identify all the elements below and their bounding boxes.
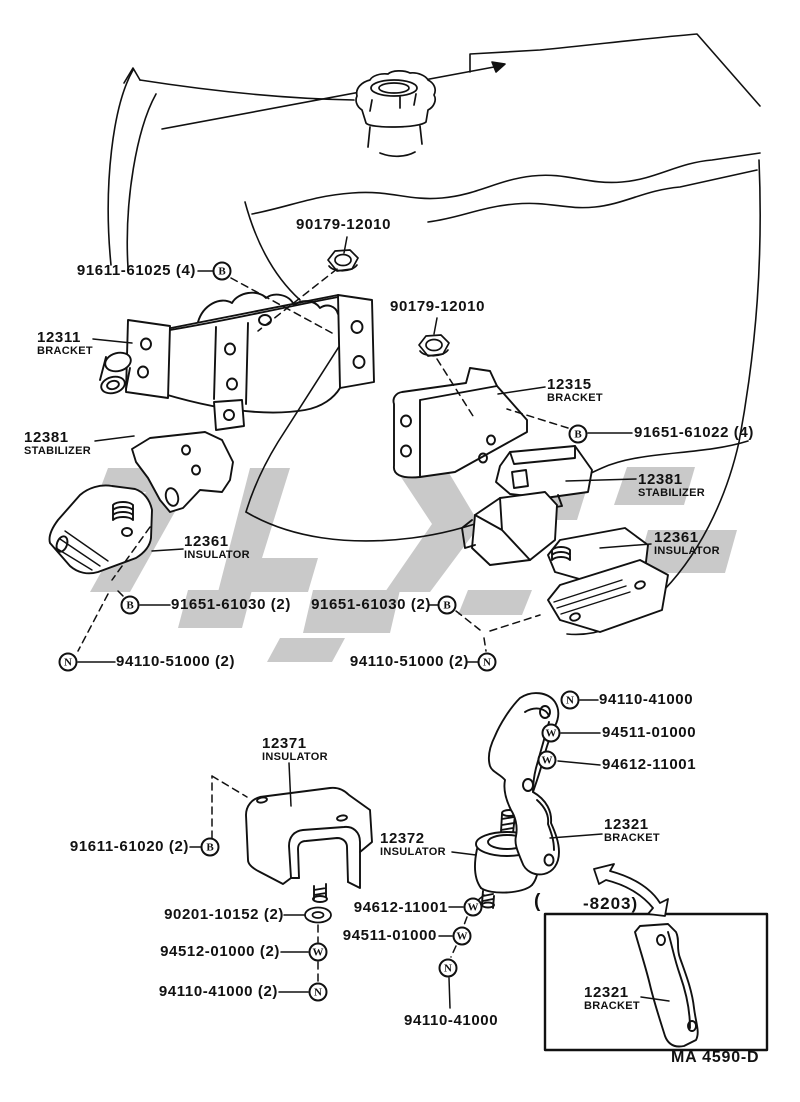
part-label-12371 — [262, 735, 328, 763]
nut-90179-lower — [419, 335, 449, 356]
part-label-12381-left — [24, 429, 91, 457]
fastener-marker-N: N — [561, 691, 580, 710]
part-label-12361-right — [654, 529, 720, 557]
part-type: INSULATOR — [380, 846, 446, 858]
part-number: 12372 — [380, 830, 425, 847]
part-label-91651-61022 — [634, 424, 754, 441]
part-label-94110-41000-right — [599, 691, 693, 708]
part-label-91651-61030-right — [311, 596, 431, 613]
part-type: INSULATOR — [184, 549, 250, 561]
part-type: BRACKET — [37, 345, 93, 357]
fastener-marker-N: N — [309, 983, 328, 1002]
part-number: 12361 — [654, 529, 699, 546]
fastener-marker-B: B — [438, 596, 457, 615]
washer-icon — [305, 908, 331, 923]
part-number: 91611-61020 (2) — [69, 838, 189, 855]
part-type: INSULATOR — [262, 751, 328, 763]
part-label-12372 — [380, 830, 446, 858]
part-number: 91651-61030 (2) — [171, 596, 291, 613]
fastener-marker-B: B — [213, 262, 232, 281]
part-number: 94512-01000 (2) — [160, 943, 280, 960]
part-label-94110-41000-left — [159, 983, 278, 1000]
part-label-91611-61020 — [70, 838, 189, 855]
fastener-marker-N: N — [439, 959, 458, 978]
inset-range-paren: ( — [534, 891, 541, 912]
part-label-12315 — [547, 376, 603, 404]
inset-range-note: -8203) — [583, 894, 639, 913]
part-type: STABILIZER — [24, 445, 91, 457]
part-type: BRACKET — [584, 1000, 640, 1012]
part-number: 12321 — [604, 816, 649, 833]
part-label-91651-61030-left — [171, 596, 291, 613]
fastener-marker-N: N — [59, 653, 78, 672]
fastener-marker-B: B — [569, 425, 588, 444]
part-number: 12311 — [37, 329, 81, 346]
mount-channel-right-drawing — [462, 492, 557, 565]
part-label-94612-11001-center — [354, 899, 448, 916]
fastener-marker-N: N — [478, 653, 497, 672]
part-label-94110-51000-right — [350, 653, 469, 670]
bracket-12311-drawing — [99, 293, 374, 430]
part-number: 12381 — [638, 471, 683, 488]
part-number: 94110-41000 — [599, 691, 694, 708]
fastener-marker-W: W — [538, 751, 557, 770]
inset-bracket-12321-drawing — [635, 924, 698, 1047]
part-number: 94110-41000 (2) — [158, 983, 278, 1000]
part-number: 12315 — [547, 376, 592, 393]
part-number: 91651-61030 (2) — [311, 596, 431, 613]
part-label-12321 — [604, 816, 660, 844]
part-label-90201-10152 — [164, 906, 284, 923]
part-number: 94612-11001 — [353, 899, 448, 916]
part-label-12381-right — [638, 471, 705, 499]
part-label-12321-inset — [584, 984, 640, 1012]
part-type: BRACKET — [547, 392, 603, 404]
part-label-94110-41000-bottom — [404, 1012, 498, 1029]
part-label-12311 — [37, 329, 93, 357]
fastener-marker-W: W — [453, 927, 472, 946]
fastener-marker-B: B — [201, 838, 220, 857]
part-number: 94511-01000 — [602, 724, 697, 741]
part-number: 12321 — [584, 984, 629, 1001]
part-number: 90179-12010 — [296, 216, 392, 233]
nut-90179-top — [328, 250, 358, 271]
part-type: STABILIZER — [638, 487, 705, 499]
part-number: 94110-51000 (2) — [349, 653, 469, 670]
part-label-94512-01000 — [160, 943, 280, 960]
part-number: 12361 — [184, 533, 229, 550]
part-number: 94612-11001 — [602, 756, 697, 773]
part-label-94511-01000-center — [343, 927, 437, 944]
part-number: 91651-61022 (4) — [634, 424, 754, 441]
part-number: 91611-61025 (4) — [76, 262, 196, 279]
fastener-marker-B: B — [121, 596, 140, 615]
fastener-marker-W: W — [309, 943, 328, 962]
part-number: 94110-41000 — [404, 1012, 499, 1029]
part-number: 90179-12010 — [390, 298, 486, 315]
oil-filler-cap — [356, 71, 435, 156]
part-type: INSULATOR — [654, 545, 720, 557]
part-number: 94110-51000 (2) — [116, 653, 236, 670]
part-number: 12381 — [24, 429, 69, 446]
fastener-marker-W: W — [464, 898, 483, 917]
part-number: 12371 — [262, 735, 307, 752]
part-number: 94511-01000 — [342, 927, 437, 944]
part-label-12361-left — [184, 533, 250, 561]
fastener-marker-W: W — [542, 724, 561, 743]
part-number: 90201-10152 (2) — [164, 906, 284, 923]
part-label-91611-61025 — [77, 262, 196, 279]
figure-code: MA 4590-D — [671, 1049, 760, 1066]
part-label-90179-12010-b — [390, 298, 485, 315]
part-label-94110-51000-left — [116, 653, 235, 670]
part-label-90179-12010-a — [296, 216, 391, 233]
part-type: BRACKET — [604, 832, 660, 844]
part-label-94612-11001-right — [602, 756, 696, 773]
part-label-94511-01000-right — [602, 724, 696, 741]
insulator-12371-drawing — [246, 788, 372, 902]
